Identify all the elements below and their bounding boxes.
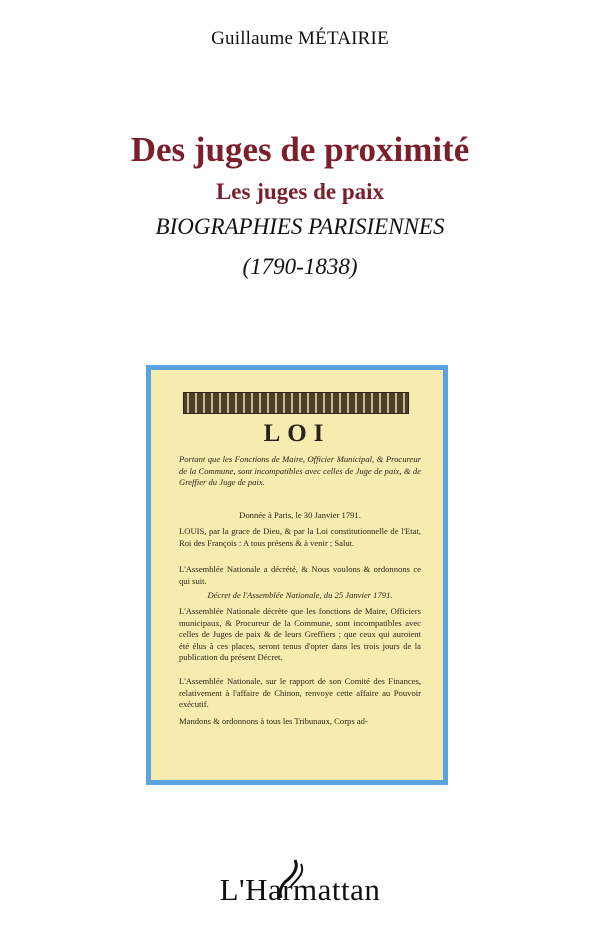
document-heading: LOI [263, 420, 331, 447]
document-intro: Portant que les Fonctions de Maire, Officier Municipal, & Procureur de la Commune, sont incompatibles avec celles de Juge de paix, & de Greffier du Juge de paix. [179, 454, 421, 488]
publisher-logo: L'Harmattan [219, 872, 381, 907]
series-title: BIOGRAPHIES PARISIENNES [155, 214, 445, 239]
date-range: (1790-1838) [242, 254, 358, 279]
document-paragraph-4: L'Assemblée Nationale, sur le rapport de son Comité des Finances, relativement à l'affaire de Chinon, renvoye cette affaire au Pouvoir exécutif. [179, 676, 421, 710]
document-paragraph-3: L'Assemblée Nationale décrète que les fonctions de Maire, Officiers municipaux, & Procureur de la Commune, sont incompatibles avec celles de Juges de paix & de leurs Greffiers ; que ceux qui auroient été élus à ces places, seront tenus d'opter dans les trois jours de la publication du présent Décret. [179, 606, 421, 663]
document-paragraph-5: Mandons & ordonnons à tous les Tribunaux, Corps ad- [179, 716, 368, 726]
document-paragraph-2: L'Assemblée Nationale a décrété, & Nous voulons & ordonnons ce qui suit. [179, 564, 421, 586]
document-given: Donnée à Paris, le 30 Janvier 1791. [239, 510, 361, 520]
document-paragraph-1: LOUIS, par la grace de Dieu, & par la Loi constitutionnelle de l'Etat, Roi des François : A tous présens & à venir ; Salut. [179, 526, 421, 548]
author: Guillaume MÉTAIRIE [211, 28, 389, 49]
book-title: Des juges de proximité [130, 130, 470, 169]
ornamental-band [183, 392, 409, 414]
book-subtitle: Les juges de paix [215, 179, 385, 204]
historical-document [151, 370, 443, 780]
document-decree: Décret de l'Assemblée Nationale, du 25 Janvier 1791. [207, 590, 393, 600]
cover-illustration [146, 365, 448, 785]
